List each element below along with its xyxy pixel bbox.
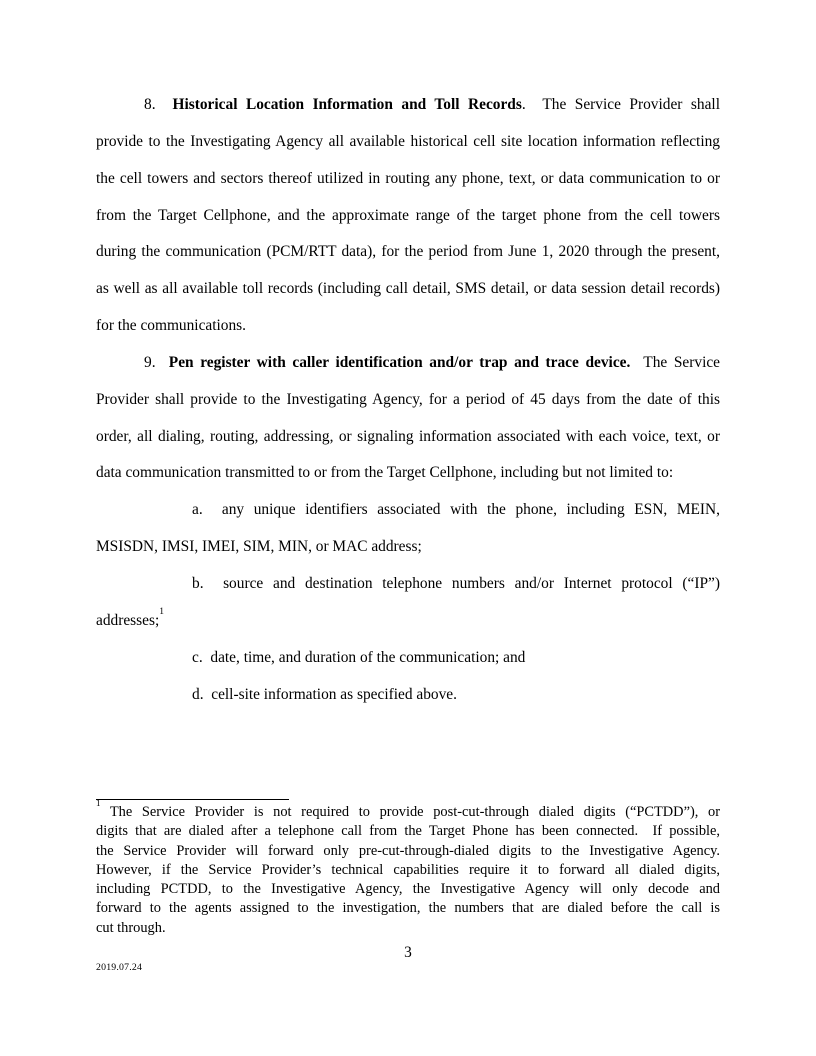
- text-segment: data communication transmitted to or from the Target Cellphone, including but not limited to:: [96, 464, 674, 482]
- text-line: [96, 566, 720, 603]
- text-segment: during the communication (PCM/RTT data), for the period from June 1, 2020 through the present,: [96, 243, 720, 261]
- text-segment: d. cell-site information as specified above.: [192, 685, 457, 703]
- text-line: [96, 798, 720, 822]
- text-line: [96, 919, 720, 938]
- date-stamp: 2019.07.24: [96, 962, 143, 973]
- text-segment: . The Service Provider shall: [521, 96, 720, 113]
- text-line: [96, 271, 720, 308]
- text-line: [96, 419, 720, 456]
- text-line: [96, 382, 720, 419]
- text-segment: order, all dialing, routing, addressing, or signaling information associated with each voice, text, or: [96, 427, 720, 445]
- text-segment: However, if the Service Provider’s technical capabilities require it to forward all dialed digits,: [96, 861, 720, 878]
- page-number: 3: [404, 944, 412, 961]
- footnote: [96, 798, 720, 938]
- text-segment: Provider shall provide to the Investigating Agency, for a period of 45 days from the date of this: [96, 390, 720, 408]
- text-line: [96, 308, 720, 345]
- text-segment: The Service Provider is not required to provide post-cut-through dialed digits (“PCTDD”), or: [100, 804, 720, 820]
- text-line: [96, 161, 720, 198]
- text-segment: provide to the Investigating Agency all available historical cell site location information reflecting: [96, 132, 720, 150]
- text-segment: 8.: [144, 96, 173, 113]
- text-line: [96, 822, 720, 841]
- text-segment: the Service Provider will forward only pre-cut-through-dialed digits to the Investigative Agency.: [96, 842, 720, 859]
- text-segment: digits that are dialed after a telephone call from the Target Phone has been connected. If possible,: [96, 823, 720, 840]
- text-line: [96, 234, 720, 271]
- text-line: [96, 198, 720, 235]
- footnote-separator-rule: [96, 799, 289, 800]
- document-body: [96, 87, 720, 713]
- text-line: [96, 455, 720, 492]
- text-segment: MSISDN, IMSI, IMEI, SIM, MIN, or MAC address;: [96, 538, 422, 556]
- text-segment: cut through.: [96, 919, 166, 936]
- text-segment: including PCTDD, to the Investigative Agency, the Investigative Agency will only decode and: [96, 881, 720, 898]
- text-line: [96, 880, 720, 899]
- text-segment: for the communications.: [96, 317, 247, 335]
- text-line: [96, 87, 720, 124]
- text-segment: from the Target Cellphone, and the approximate range of the target phone from the cell towers: [96, 206, 720, 224]
- paragraph-8: [96, 87, 720, 345]
- list-item-b: [96, 566, 720, 640]
- footnote-reference: 1: [159, 606, 165, 618]
- text-line: [96, 529, 720, 566]
- text-segment: The Service: [630, 353, 721, 371]
- text-line: [96, 677, 720, 714]
- text-line: [96, 603, 720, 640]
- list-item-c: [96, 640, 720, 677]
- text-segment: b. source and destination telephone numbers and/or Internet protocol (“IP”): [192, 574, 720, 592]
- list-item-a: [96, 492, 720, 566]
- text-segment: as well as all available toll records (including call detail, SMS detail, or data session detail records): [96, 280, 720, 298]
- bold-text-segment: Pen register with caller identification and/or trap and trace device.: [168, 353, 631, 371]
- text-segment: the cell towers and sectors thereof utilized in routing any phone, text, or data communication to or: [96, 169, 720, 187]
- text-segment: 9.: [144, 353, 169, 371]
- text-segment: forward to the agents assigned to the investigation, the numbers that are dialed before the call is: [96, 900, 720, 917]
- text-line: [96, 124, 720, 161]
- bold-text-segment: Historical Location Information and Toll Records: [172, 96, 522, 113]
- text-segment: addresses;: [96, 611, 160, 629]
- text-line: [96, 640, 720, 677]
- text-line: [96, 492, 720, 529]
- text-line: [96, 899, 720, 918]
- text-line: [96, 861, 720, 880]
- text-segment: a. any unique identifiers associated with the phone, including ESN, MEIN,: [192, 501, 720, 519]
- list-item-d: [96, 677, 720, 714]
- text-line: [96, 345, 720, 382]
- text-segment: c. date, time, and duration of the communication; and: [192, 648, 526, 666]
- footnote-reference: 1: [96, 798, 101, 809]
- paragraph-9: [96, 345, 720, 492]
- text-line: [96, 842, 720, 861]
